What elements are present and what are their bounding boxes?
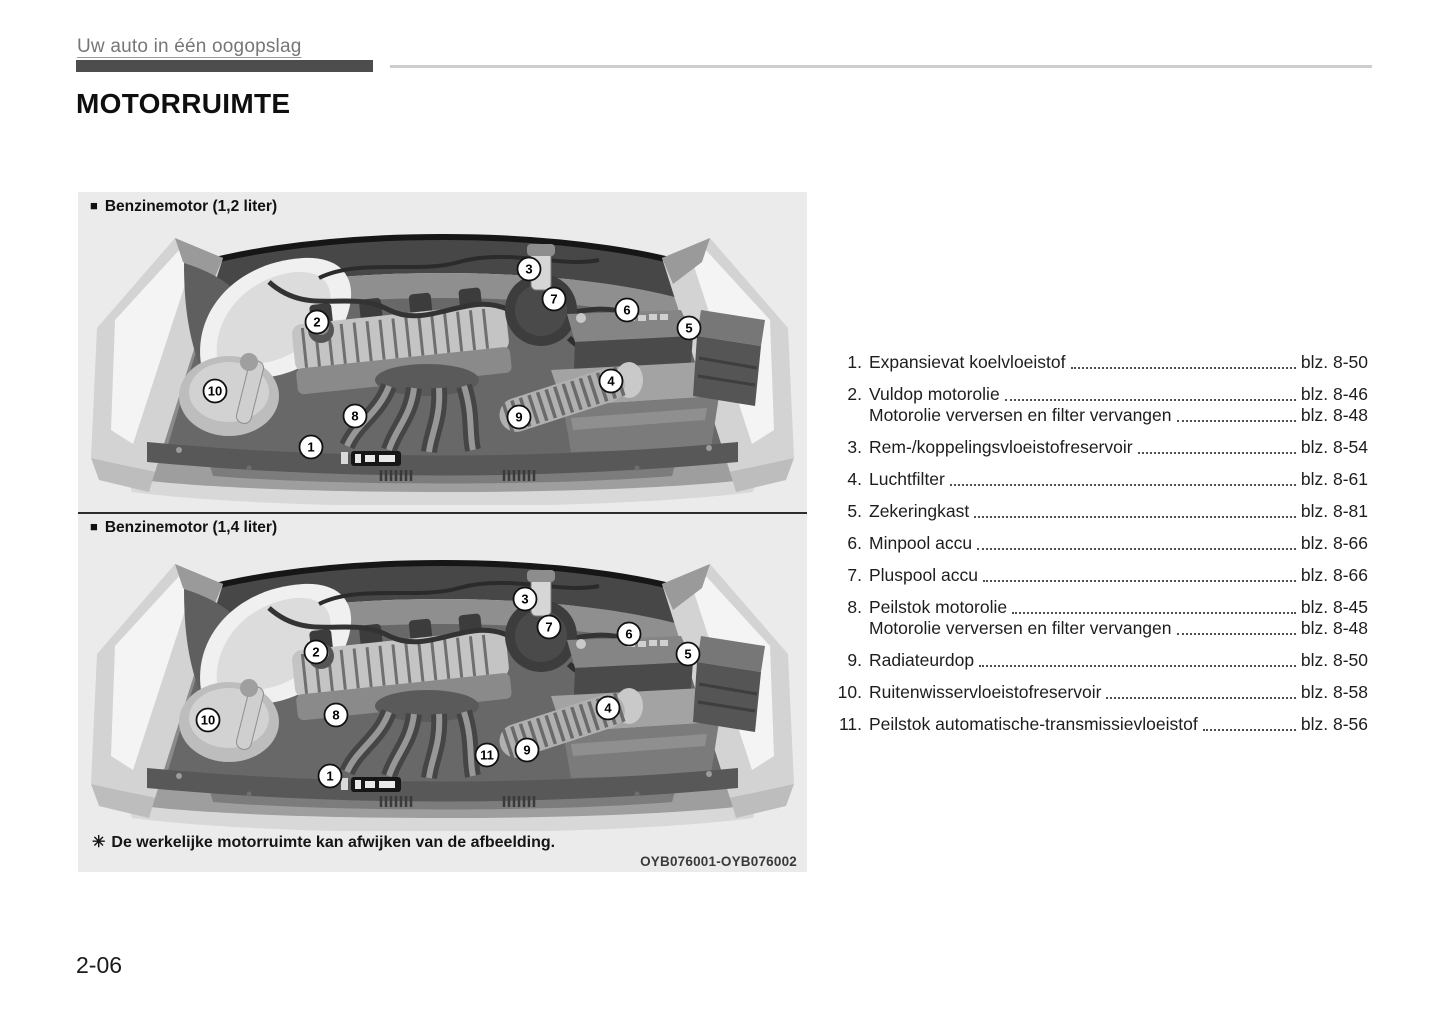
- index-number: 4.: [847, 469, 862, 489]
- leader-dots: [1203, 729, 1296, 731]
- index-number: 3.: [847, 437, 862, 457]
- svg-text:11: 11: [480, 747, 494, 763]
- leader-dots: [983, 580, 1296, 582]
- engine-bay-diagram-1-2-liter: [89, 218, 796, 505]
- callout-10: [204, 380, 227, 403]
- page-number: 2-06: [76, 952, 123, 978]
- index-page-ref: blz. 8-46: [1300, 384, 1368, 404]
- index-label: Peilstok motorolie: [869, 597, 1008, 617]
- callout-6: [618, 623, 641, 646]
- image-code: OYB076001-OYB076002: [640, 854, 797, 869]
- index-number: 8.: [847, 597, 862, 617]
- svg-text:5: 5: [685, 320, 693, 336]
- index-page-ref: blz. 8-48: [1300, 618, 1368, 638]
- leader-dots: [1177, 420, 1296, 422]
- svg-text:6: 6: [625, 626, 633, 642]
- index-page-ref: blz. 8-58: [1300, 682, 1368, 702]
- page-title: MOTORRUIMTE: [76, 88, 291, 119]
- index-row: [828, 384, 1368, 405]
- callout-2: [305, 641, 328, 664]
- index-number: 7.: [847, 565, 862, 585]
- index-page-ref: blz. 8-81: [1300, 501, 1368, 521]
- svg-text:2: 2: [312, 644, 320, 660]
- index-list: [828, 352, 1368, 746]
- index-page-ref: blz. 8-54: [1300, 437, 1368, 457]
- callout-3: [514, 588, 537, 611]
- index-item: [828, 533, 1368, 554]
- callout-4: [600, 370, 623, 393]
- index-label: Luchtfilter: [869, 469, 945, 489]
- index-page-ref: blz. 8-66: [1300, 565, 1368, 585]
- figure-caption-2: [90, 519, 277, 537]
- index-item: [828, 650, 1368, 671]
- figure-caption-1: [90, 198, 277, 216]
- figure-panel: [78, 192, 807, 872]
- callout-5: [677, 643, 700, 666]
- callout-1: [300, 436, 323, 459]
- svg-text:3: 3: [521, 591, 529, 607]
- caption-text-2: Benzinemotor (1,4 liter): [104, 519, 278, 536]
- svg-text:10: 10: [200, 712, 216, 728]
- callout-7: [538, 616, 561, 639]
- leader-dots: [1071, 367, 1296, 369]
- header-rule: [390, 65, 1372, 68]
- svg-text:8: 8: [332, 707, 340, 723]
- index-label: Expansievat koelvloeistof: [869, 352, 1066, 372]
- svg-text:1: 1: [307, 439, 315, 455]
- index-item: [828, 714, 1368, 735]
- index-number: 1.: [847, 352, 862, 372]
- svg-text:9: 9: [515, 409, 523, 425]
- index-row: [828, 682, 1368, 703]
- callout-4: [597, 697, 620, 720]
- svg-text:9: 9: [523, 742, 531, 758]
- svg-text:1: 1: [326, 768, 334, 784]
- index-label: Zekeringkast: [869, 501, 970, 521]
- svg-text:7: 7: [550, 291, 558, 307]
- asterisk-icon: ✳: [92, 834, 106, 851]
- index-label: Motorolie verversen en filter vervangen: [869, 618, 1172, 638]
- callout-10: [197, 709, 220, 732]
- index-row: [828, 352, 1368, 373]
- callout-8: [325, 704, 348, 727]
- index-item: [828, 682, 1368, 703]
- leader-dots: [974, 516, 1296, 518]
- callout-9: [508, 406, 531, 429]
- index-row: [828, 714, 1368, 735]
- index-page-ref: blz. 8-48: [1300, 405, 1368, 425]
- leader-dots: [979, 665, 1296, 667]
- callout-11: [476, 744, 499, 767]
- leader-dots: [1106, 697, 1295, 699]
- callout-9: [516, 739, 539, 762]
- index-number: 11.: [838, 714, 862, 734]
- callout-5: [678, 317, 701, 340]
- index-item: [828, 501, 1368, 522]
- leader-dots: [1005, 399, 1296, 401]
- index-row: [828, 597, 1368, 618]
- index-item: [828, 597, 1368, 639]
- svg-text:4: 4: [604, 700, 612, 716]
- square-bullet-icon: ■: [90, 198, 98, 213]
- index-item: [828, 437, 1368, 458]
- index-row: [828, 469, 1368, 490]
- leader-dots: [1012, 612, 1296, 614]
- index-number: 2.: [847, 384, 862, 404]
- index-row: [828, 650, 1368, 671]
- index-item: [828, 352, 1368, 373]
- index-subrow: [828, 618, 1368, 639]
- svg-text:4: 4: [607, 373, 615, 389]
- index-number: 6.: [847, 533, 862, 553]
- figure-divider: [78, 512, 807, 514]
- index-label: Ruitenwisservloeistofreservoir: [869, 682, 1102, 702]
- index-page-ref: blz. 8-56: [1300, 714, 1368, 734]
- index-number: 5.: [847, 501, 862, 521]
- index-subrow: [828, 405, 1368, 426]
- svg-text:5: 5: [684, 646, 692, 662]
- index-row: [828, 501, 1368, 522]
- index-item: [828, 565, 1368, 586]
- index-page-ref: blz. 8-61: [1300, 469, 1368, 489]
- leader-dots: [1138, 452, 1296, 454]
- index-row: [828, 565, 1368, 586]
- figure-note: [92, 832, 555, 852]
- figure-note-text: De werkelijke motorruimte kan afwijken van de afbeelding.: [111, 834, 556, 851]
- callout-7: [543, 288, 566, 311]
- leader-dots: [950, 484, 1296, 486]
- leader-dots: [1177, 633, 1296, 635]
- index-item: [828, 469, 1368, 490]
- chapter-title: Uw auto in één oogopslag: [77, 36, 302, 57]
- index-item: [828, 384, 1368, 426]
- callout-3: [518, 258, 541, 281]
- index-label: Motorolie verversen en filter vervangen: [869, 405, 1172, 425]
- svg-text:6: 6: [623, 302, 631, 318]
- square-bullet-icon: ■: [90, 519, 98, 534]
- header-bar: [76, 60, 373, 72]
- index-label: Vuldop motorolie: [869, 384, 1000, 404]
- engine-bay-diagram-1-4-liter: [89, 544, 796, 831]
- index-page-ref: blz. 8-50: [1300, 352, 1368, 372]
- callout-1: [319, 765, 342, 788]
- index-page-ref: blz. 8-45: [1300, 597, 1368, 617]
- caption-text-1: Benzinemotor (1,2 liter): [104, 198, 278, 215]
- index-label: Radiateurdop: [869, 650, 975, 670]
- svg-text:7: 7: [545, 619, 553, 635]
- callout-6: [616, 299, 639, 322]
- index-label: Pluspool accu: [869, 565, 978, 585]
- leader-dots: [977, 548, 1296, 550]
- index-label: Minpool accu: [869, 533, 973, 553]
- svg-text:10: 10: [207, 383, 223, 399]
- callout-2: [306, 311, 329, 334]
- callout-8: [344, 405, 367, 428]
- index-page-ref: blz. 8-66: [1300, 533, 1368, 553]
- index-number: 10.: [837, 682, 862, 702]
- svg-text:8: 8: [351, 408, 359, 424]
- index-label: Peilstok automatische-transmissievloeistof: [869, 714, 1198, 734]
- svg-text:3: 3: [525, 261, 533, 277]
- index-page-ref: blz. 8-50: [1300, 650, 1368, 670]
- index-row: [828, 533, 1368, 554]
- svg-text:2: 2: [313, 314, 321, 330]
- index-label: Rem-/koppelingsvloeistofreservoir: [869, 437, 1133, 457]
- index-number: 9.: [847, 650, 862, 670]
- index-row: [828, 437, 1368, 458]
